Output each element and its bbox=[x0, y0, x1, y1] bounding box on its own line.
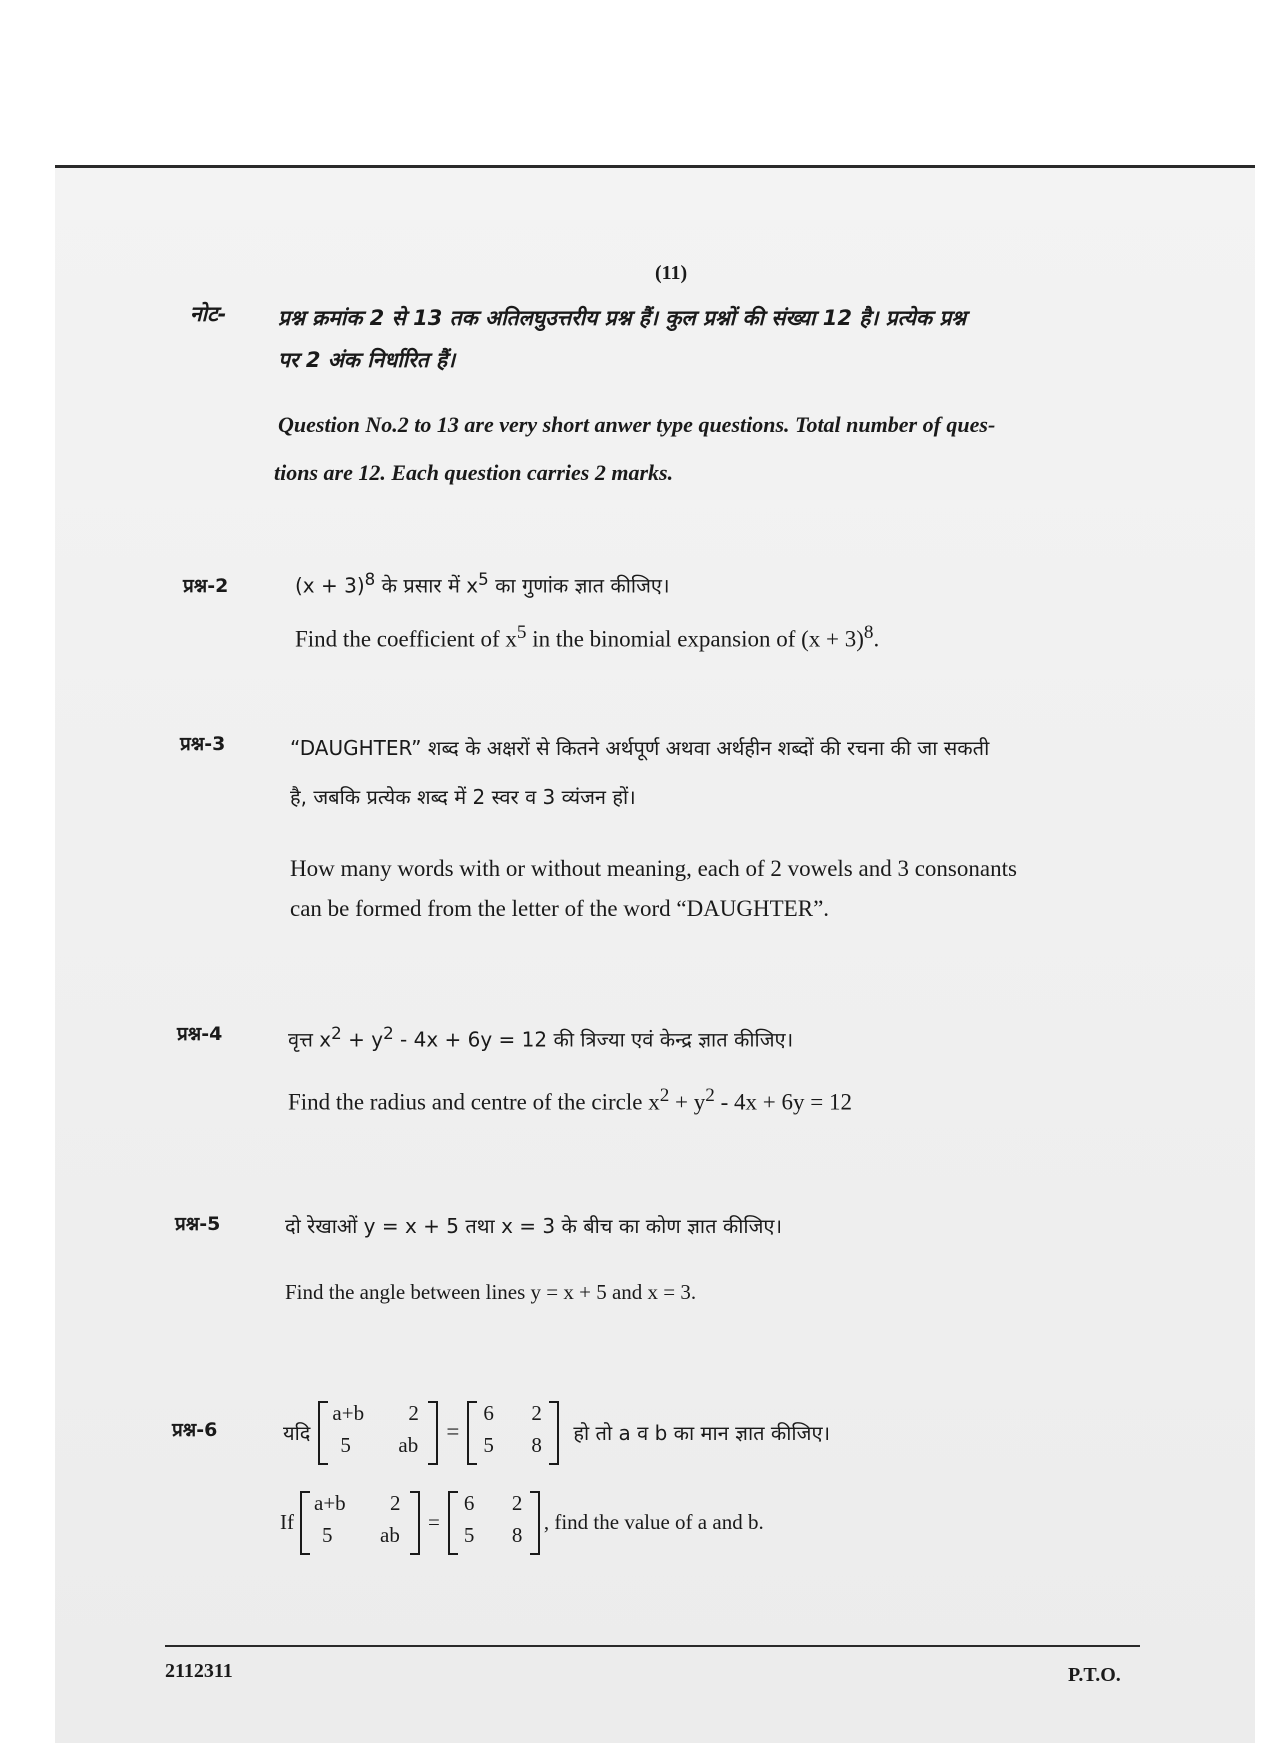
matrix-a-cell: a+b bbox=[314, 1491, 346, 1515]
question-2-english: Find the coefficient of $x^5$ in the binomial expansion of $(x + 3)^8$. bbox=[295, 622, 880, 652]
matrix-b-cell: 5 bbox=[483, 1433, 494, 1457]
note-hindi-line1: प्रश्न क्रमांक 2 से 13 तक अतिलघुउत्तरीय प्रश्न हैं। कुल प्रश्नों की संख्या 12 है। प्रत्येक प्रश्न bbox=[278, 306, 967, 330]
question-6-english: If a+b 2 5 ab = 6 2 5 8 , find the value of a and b. bbox=[280, 1490, 764, 1554]
question-4-label: प्रश्न-4 bbox=[177, 1023, 223, 1045]
matrix-a bbox=[318, 1401, 438, 1463]
question-3-english-line1: How many words with or without meaning, each of 2 vowels and 3 consonants bbox=[290, 856, 1017, 881]
pto-label: P.T.O. bbox=[1068, 1664, 1121, 1686]
matrix-b bbox=[448, 1491, 540, 1553]
matrix-a-cell: 2 bbox=[408, 1401, 419, 1425]
question-6-label: प्रश्न-6 bbox=[172, 1419, 218, 1441]
question-3-label: प्रश्न-3 bbox=[180, 733, 226, 755]
question-2-label: प्रश्न-2 bbox=[183, 575, 229, 597]
note-english-line1: Question No.2 to 13 are very short anwer type questions. Total number of ques- bbox=[278, 412, 996, 437]
question-5-label: प्रश्न-5 bbox=[175, 1213, 221, 1235]
question-4-english: Find the radius and centre of the circle $x^2 + y^2 - 4x + 6y = 12$ bbox=[288, 1085, 852, 1115]
equals-sign: = bbox=[446, 1419, 460, 1444]
question-5-english: Find the angle between lines y = x + 5 and x = 3. bbox=[285, 1280, 697, 1304]
note-english-line2: tions are 12. Each question carries 2 marks. bbox=[274, 460, 674, 485]
equals-sign: = bbox=[428, 1509, 440, 1534]
note-label: नोट- bbox=[190, 302, 227, 326]
question-3-english-line2: can be formed from the letter of the word “DAUGHTER”. bbox=[290, 896, 830, 921]
matrix-a-cell: ab bbox=[398, 1433, 419, 1457]
matrix-a-cell: ab bbox=[380, 1523, 400, 1547]
question-6-hindi: यदि a+b 2 5 ab = 6 2 5 8 हो तो a व b का मान ज्ञात कीजिए। bbox=[283, 1400, 830, 1464]
matrix-b-cell: 5 bbox=[463, 1523, 475, 1547]
question-3-hindi-line2: है, जबकि प्रत्येक शब्द में 2 स्वर व 3 व्यंजन हों। bbox=[290, 785, 636, 809]
matrix-b-cell: 6 bbox=[483, 1401, 494, 1425]
matrix-b-cell: 2 bbox=[531, 1401, 542, 1425]
question-4-hindi: वृत्त $x^2 + y^2 - 4x + 6y = 12$ की त्रिज्या एवं केन्द्र ज्ञात कीजिए। bbox=[288, 1024, 794, 1052]
paper-code: 2112311 bbox=[165, 1660, 233, 1682]
matrix-a-cell: 5 bbox=[322, 1523, 333, 1547]
matrix-b-cell: 2 bbox=[511, 1491, 523, 1515]
matrix-a bbox=[300, 1491, 420, 1553]
matrix-b bbox=[467, 1401, 559, 1463]
question-2-hindi: $(x + 3)^8$ के प्रसार में $x^5$ का गुणांक ज्ञात कीजिए। bbox=[295, 570, 670, 598]
matrix-b-cell: 8 bbox=[531, 1433, 542, 1457]
matrix-a-cell: a+b bbox=[332, 1401, 365, 1425]
question-5-hindi: दो रेखाओं y = x + 5 तथा x = 3 के बीच का कोण ज्ञात कीजिए। bbox=[285, 1214, 783, 1238]
question-3-hindi-line1: “DAUGHTER” शब्द के अक्षरों से कितने अर्थपूर्ण अथवा अर्थहीन शब्दों की रचना की जा सकती bbox=[290, 736, 990, 760]
matrix-a-cell: 2 bbox=[390, 1491, 401, 1515]
matrix-a-cell: 5 bbox=[340, 1433, 351, 1457]
footer-rule bbox=[165, 1645, 1140, 1647]
matrix-b-cell: 8 bbox=[511, 1523, 523, 1547]
matrix-b-cell: 6 bbox=[463, 1491, 475, 1515]
page-number: (11) bbox=[655, 262, 688, 284]
note-hindi-line2: पर 2 अंक निर्धारित हैं। bbox=[278, 348, 456, 372]
